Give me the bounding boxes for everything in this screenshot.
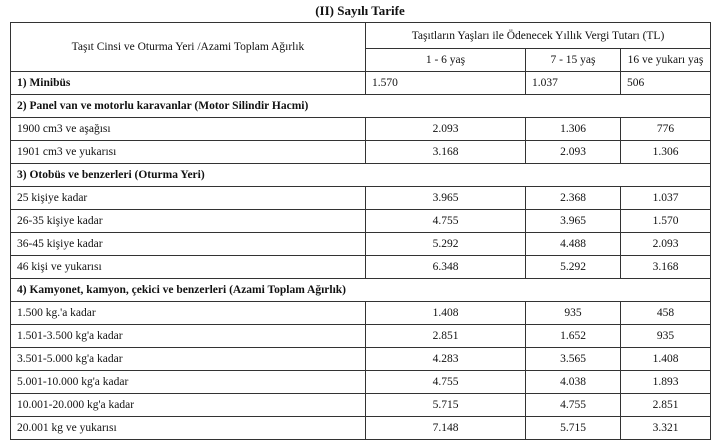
value-cell: 1.037 xyxy=(621,187,711,210)
row-label: 10.001-20.000 kg'a kadar xyxy=(11,394,366,417)
section-label: 2) Panel van ve motorlu karavanlar (Motor Silindir Hacmi) xyxy=(11,95,711,118)
section-minibus xyxy=(11,72,711,95)
value-cell: 1.408 xyxy=(621,348,711,371)
table-row xyxy=(11,141,711,164)
row-label: 5.001-10.000 kg'a kadar xyxy=(11,371,366,394)
table-row xyxy=(11,118,711,141)
value-cell: 7.148 xyxy=(366,417,526,440)
value-cell: 2.851 xyxy=(621,394,711,417)
value-cell: 5.715 xyxy=(366,394,526,417)
value-cell: 935 xyxy=(621,325,711,348)
tax-table xyxy=(10,22,711,440)
value-cell: 3.168 xyxy=(366,141,526,164)
value-cell: 3.565 xyxy=(526,348,621,371)
section-bus xyxy=(11,164,711,187)
table-row xyxy=(11,417,711,440)
row-label: 1901 cm3 ve yukarısı xyxy=(11,141,366,164)
value-cell: 5.292 xyxy=(526,256,621,279)
row-label: 20.001 kg ve yukarısı xyxy=(11,417,366,440)
value-cell: 4.755 xyxy=(366,210,526,233)
tax-amount-header: Taşıtların Yaşları ile Ödenecek Yıllık Vergi Tutarı (TL) xyxy=(366,23,711,49)
table-row xyxy=(11,348,711,371)
value-cell: 4.755 xyxy=(526,394,621,417)
value-cell: 6.348 xyxy=(366,256,526,279)
table-row xyxy=(11,210,711,233)
value-cell: 1.570 xyxy=(366,72,526,95)
value-cell: 1.570 xyxy=(621,210,711,233)
value-cell: 1.306 xyxy=(621,141,711,164)
table-row xyxy=(11,394,711,417)
value-cell: 2.368 xyxy=(526,187,621,210)
age-header-1: 1 - 6 yaş xyxy=(366,49,526,72)
value-cell: 1.652 xyxy=(526,325,621,348)
value-cell: 4.038 xyxy=(526,371,621,394)
value-cell: 2.093 xyxy=(366,118,526,141)
value-cell: 2.093 xyxy=(621,233,711,256)
value-cell: 1.037 xyxy=(526,72,621,95)
section-label: 3) Otobüs ve benzerleri (Oturma Yeri) xyxy=(11,164,711,187)
row-label: 25 kişiye kadar xyxy=(11,187,366,210)
section-panel-van xyxy=(11,95,711,118)
value-cell: 935 xyxy=(526,302,621,325)
table-row xyxy=(11,302,711,325)
value-cell: 1.306 xyxy=(526,118,621,141)
value-cell: 3.168 xyxy=(621,256,711,279)
value-cell: 506 xyxy=(621,72,711,95)
section-label: 1) Minibüs xyxy=(11,72,366,95)
table-row xyxy=(11,371,711,394)
section-truck xyxy=(11,279,711,302)
value-cell: 1.893 xyxy=(621,371,711,394)
age-header-3: 16 ve yukarı yaş xyxy=(621,49,711,72)
vehicle-type-header: Taşıt Cinsi ve Oturma Yeri /Azami Toplam Ağırlık xyxy=(11,23,366,72)
value-cell: 3.321 xyxy=(621,417,711,440)
value-cell: 4.755 xyxy=(366,371,526,394)
value-cell: 3.965 xyxy=(366,187,526,210)
value-cell: 776 xyxy=(621,118,711,141)
row-label: 3.501-5.000 kg'a kadar xyxy=(11,348,366,371)
table-row xyxy=(11,187,711,210)
table-row xyxy=(11,325,711,348)
table-row xyxy=(11,233,711,256)
page-title: (II) Sayılı Tarife xyxy=(315,3,405,18)
section-label: 4) Kamyonet, kamyon, çekici ve benzerleri (Azami Toplam Ağırlık) xyxy=(11,279,711,302)
value-cell: 458 xyxy=(621,302,711,325)
value-cell: 5.715 xyxy=(526,417,621,440)
row-label: 1900 cm3 ve aşağısı xyxy=(11,118,366,141)
row-label: 46 kişi ve yukarısı xyxy=(11,256,366,279)
value-cell: 4.488 xyxy=(526,233,621,256)
table-row xyxy=(11,256,711,279)
value-cell: 2.851 xyxy=(366,325,526,348)
value-cell: 1.408 xyxy=(366,302,526,325)
value-cell: 2.093 xyxy=(526,141,621,164)
value-cell: 3.965 xyxy=(526,210,621,233)
value-cell: 4.283 xyxy=(366,348,526,371)
row-label: 36-45 kişiye kadar xyxy=(11,233,366,256)
age-header-2: 7 - 15 yaş xyxy=(526,49,621,72)
row-label: 1.501-3.500 kg'a kadar xyxy=(11,325,366,348)
row-label: 26-35 kişiye kadar xyxy=(11,210,366,233)
row-label: 1.500 kg.'a kadar xyxy=(11,302,366,325)
value-cell: 5.292 xyxy=(366,233,526,256)
